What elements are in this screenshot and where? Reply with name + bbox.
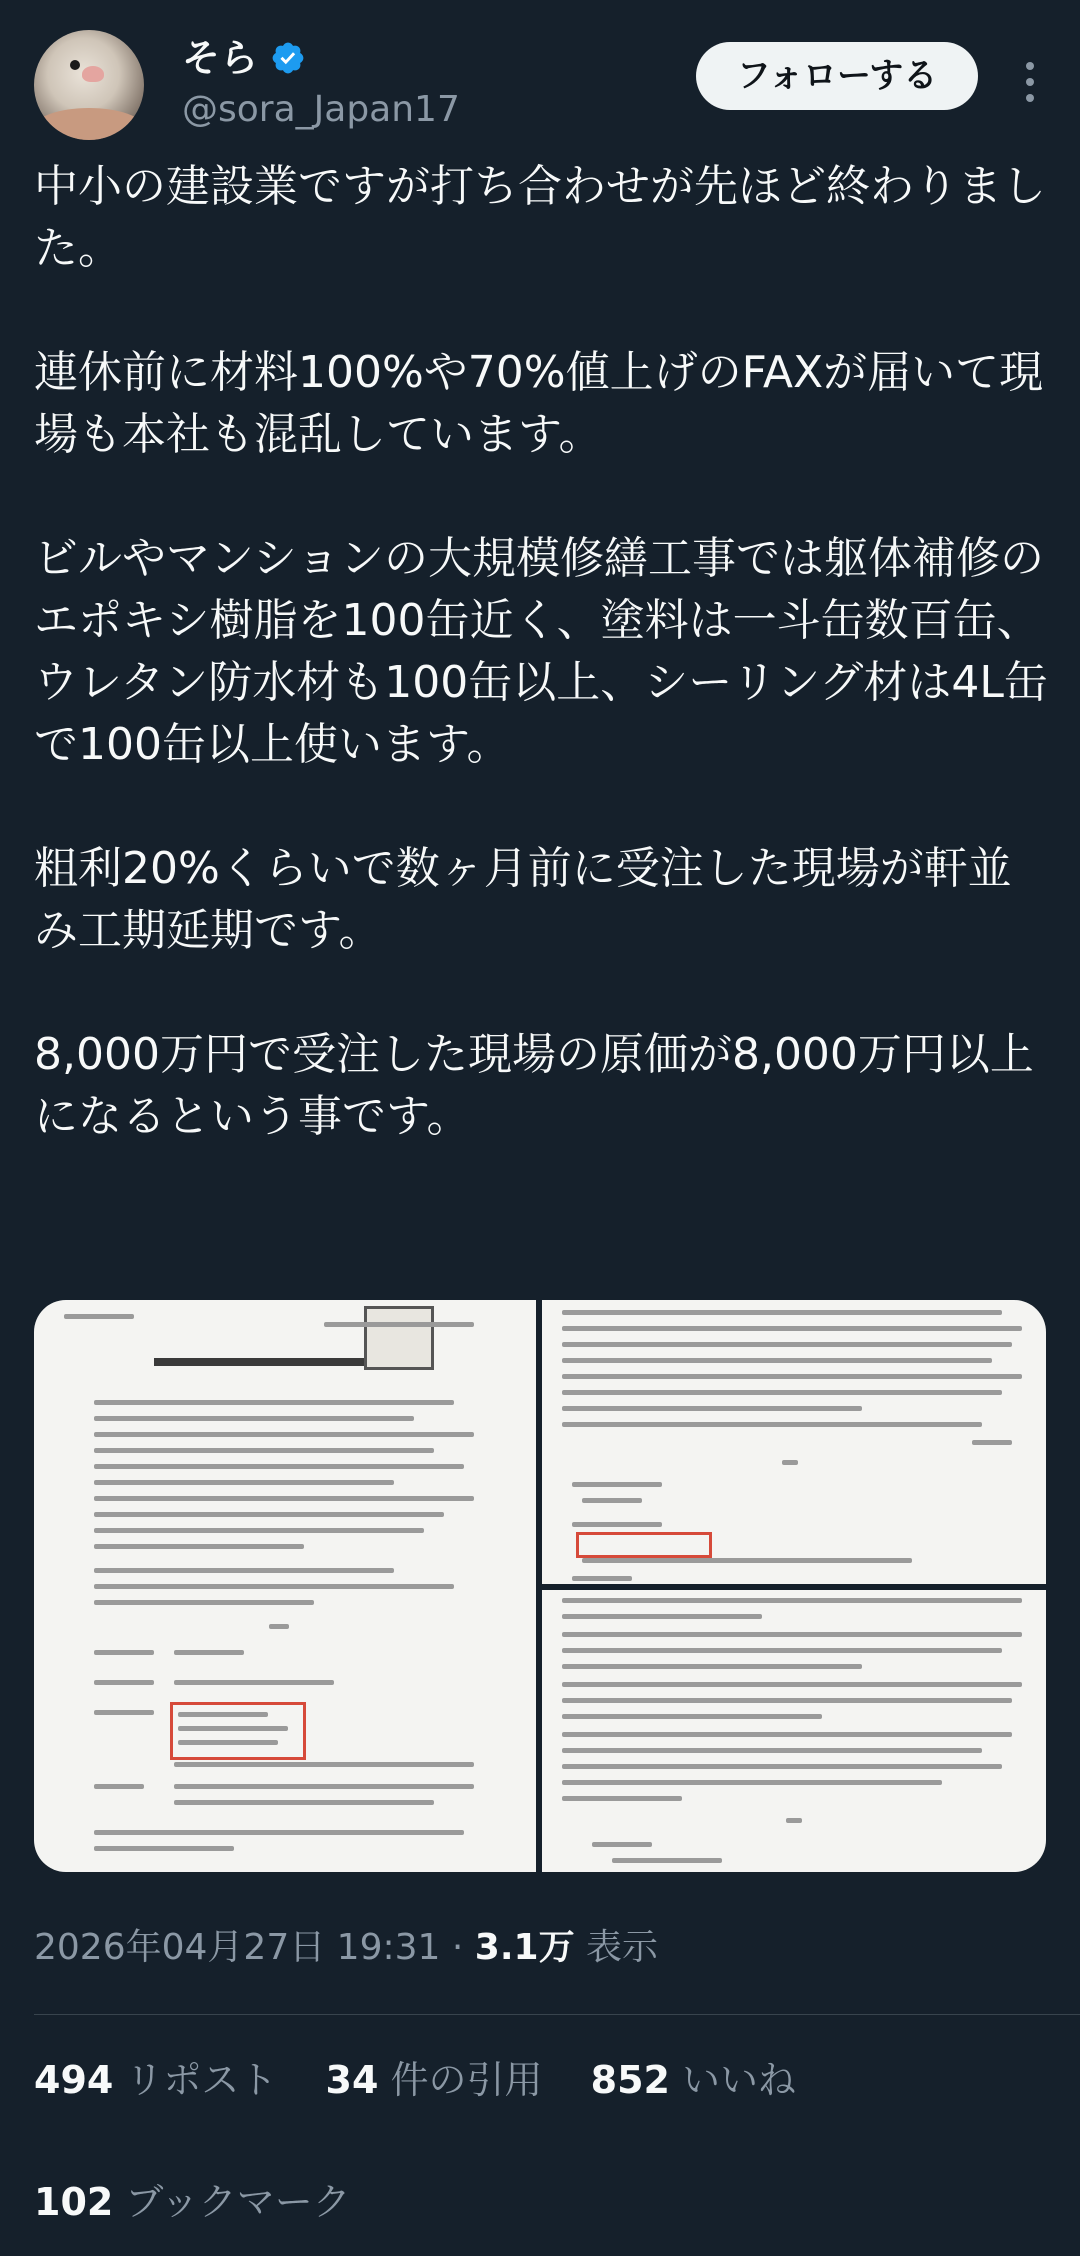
doc-line [174,1680,334,1685]
doc-line [582,1558,912,1563]
doc-line [592,1842,652,1847]
doc-line [572,1482,662,1487]
doc-line [562,1664,862,1669]
doc-line [562,1714,822,1719]
doc-line [174,1800,434,1805]
doc-line [94,1464,464,1469]
tweet-paragraph: ビルやマンションの大規模修繕工事では躯体補修のエポキシ樹脂を100缶近く、塗料は一斗缶数百缶、ウレタン防水材も100缶以上、シーリング材は4L缶で100缶以上使います。 [34,533,1048,770]
doc-line [174,1650,244,1655]
doc-line [94,1448,434,1453]
doc-line [562,1764,1002,1769]
doc-line [572,1522,662,1527]
doc-line [972,1440,1012,1445]
doc-line [786,1818,802,1823]
doc-line [174,1762,474,1767]
views-count: 3.1万 [474,1927,575,1968]
bookmarks-count: 102 [34,2180,114,2224]
likes-stat[interactable] [591,2058,796,2102]
doc-line [94,1544,304,1549]
avatar-hand [34,108,144,140]
tweet-paragraph: 連休前に材料100%や70%値上げのFAXが届いて現場も本社も混乱しています。 [34,347,1044,460]
quotes-count: 34 [325,2058,379,2102]
likes-count: 852 [590,2058,670,2102]
company-stamp [364,1306,434,1370]
doc-line [94,1600,314,1605]
tweet-timestamp[interactable]: 2026年04月27日 19:31 [34,1927,441,1968]
bookmarks-label: ブックマーク [125,2180,351,2224]
quotes-stat[interactable] [326,2058,543,2102]
doc-line [562,1406,862,1411]
doc-line [94,1584,454,1589]
doc-line [178,1740,278,1745]
divider [34,2014,1080,2015]
doc-line [178,1726,288,1731]
doc-line [582,1498,642,1503]
meta-separator: · [451,1927,464,1968]
doc-line [94,1650,154,1655]
doc-line [269,1624,289,1629]
tweet-paragraph: 中小の建設業ですが打ち合わせが先ほど終わりました。 [34,161,1046,274]
doc-line [562,1390,1002,1395]
doc-line [562,1780,942,1785]
tweet-paragraph: 粗利20%くらいで数ヶ月前に受注した現場が軒並み工期延期です。 [34,843,1012,956]
doc-line [562,1698,1012,1703]
doc-line [94,1710,154,1715]
reposts-count: 494 [34,2058,114,2102]
doc-line [94,1784,144,1789]
document-image-2[interactable] [542,1300,1046,1584]
avatar-beak [82,66,104,82]
doc-line [94,1528,424,1533]
user-handle[interactable]: @sora_Japan17 [182,89,460,130]
document-image-1[interactable] [34,1300,536,1872]
doc-line [572,1576,632,1581]
doc-line [94,1512,444,1517]
doc-line [94,1680,154,1685]
doc-line [562,1342,1012,1347]
doc-line [562,1422,982,1427]
doc-line [94,1416,414,1421]
tweet-text [34,156,1049,1210]
display-name[interactable]: そら [182,36,259,80]
doc-line [174,1784,474,1789]
doc-line [562,1598,1022,1603]
engagement-stats [34,2054,832,2106]
doc-line [562,1648,1002,1653]
tweet-paragraph: 8,000万円で受注した現場の原価が8,000万円以上になるという事です。 [34,1029,1034,1142]
price-increase-highlight [576,1532,712,1558]
doc-line [94,1568,394,1573]
document-image-3[interactable] [542,1590,1046,1872]
doc-line [562,1310,1002,1315]
doc-line [178,1712,268,1717]
doc-line [782,1460,798,1465]
doc-line [324,1322,474,1327]
likes-label: いいね [682,2058,797,2102]
doc-line [94,1846,234,1851]
doc-line [94,1400,454,1405]
bird-avatar[interactable] [34,30,144,140]
doc-line [562,1614,762,1619]
tweet-header [34,30,1046,140]
doc-line [562,1632,1022,1637]
avatar-eye [70,60,80,70]
more-vertical-icon[interactable] [1012,52,1048,112]
doc-line [94,1830,464,1835]
doc-line [64,1314,134,1319]
views-label: 表示 [586,1927,659,1968]
doc-line [562,1326,1022,1331]
doc-line [562,1682,1022,1687]
doc-line [94,1432,474,1437]
doc-line [562,1732,1012,1737]
tweet-meta [34,1924,658,1972]
doc-line [562,1374,1022,1379]
reposts-label: リポスト [125,2058,278,2102]
doc-line [562,1358,992,1363]
reposts-stat[interactable] [34,2058,277,2102]
price-change-highlight [170,1702,306,1760]
follow-button[interactable]: フォローする [696,42,978,110]
doc-line [94,1480,394,1485]
verified-badge-icon [270,40,306,76]
quotes-label: 件の引用 [390,2058,543,2102]
doc-line [562,1796,682,1801]
doc-line [94,1496,474,1501]
bookmarks-stat[interactable] [34,2176,351,2228]
doc-line [562,1748,982,1753]
media-grid [34,1300,1046,1872]
doc-line [612,1858,722,1863]
